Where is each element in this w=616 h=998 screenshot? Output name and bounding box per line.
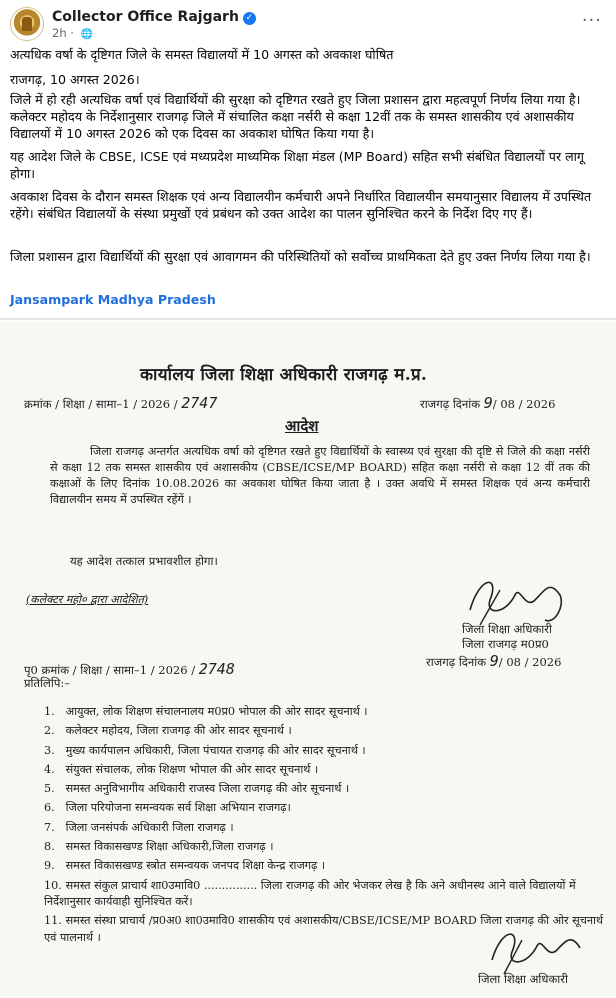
list-item-text: समस्त संकुल प्राचार्य शा0उमावि0 ............... जिला राजगढ़ की ओर भेजकर लेख है कि अने अधीनस्थ आने वाले विद्यालयों में निर्देशानुसार कार्यवाही सुनिश्चित करें। (44, 878, 576, 909)
post-paragraph-2: यह आदेश जिले के CBSE, ICSE एवं मध्यप्रदेश माध्यमिक शिक्षा मंडल (MP Board) सहित सभी संबंधित विद्यालयों पर लागू होगा। (10, 149, 585, 181)
effect-line: यह आदेश तत्काल प्रभावशील होगा। (70, 554, 218, 568)
list-item-number: 1. (44, 705, 55, 718)
post-paragraph-4: जिला प्रशासन द्वारा विद्यार्थियों की सुरक्षा एवं आवागमन की परिस्थितियों को सर्वोच्च प्राथमिकता देते हुए उक्त निर्णय लिया गया है। (10, 249, 591, 264)
globe-icon: 🌐 (80, 29, 94, 40)
more-options-icon[interactable]: ··· (581, 10, 602, 31)
copy-date-prefix: राजगढ़ दिनांक (426, 655, 487, 669)
copy-reference-handwritten-number: 2748 (198, 660, 235, 678)
copy-date-suffix: / 08 / 2026 (498, 655, 562, 669)
reference-handwritten-number: 2747 (181, 394, 218, 412)
copy-date (426, 652, 561, 670)
jansampark-link[interactable]: Jansampark Madhya Pradesh (10, 292, 216, 307)
list-item-number: 8. (44, 839, 55, 853)
order-document-image[interactable] (0, 322, 616, 998)
list-item-text: मुख्य कार्यपालन अधिकारी, जिला पंचायत राजगढ़ की ओर सादर सूचनार्थ । (65, 743, 366, 757)
list-item (44, 704, 604, 721)
page-name[interactable]: Collector Office Rajgarh (52, 9, 239, 25)
list-item-number: 7. (44, 820, 55, 834)
post-dateline: राजगढ़, 10 अगस्त 2026। (10, 72, 140, 87)
list-item-number: 2. (44, 724, 55, 738)
post-headline: अत्यधिक वर्षा के दृष्टिगत जिले के समस्त विद्यालयों में 10 अगस्त को अवकाश घोषित (10, 47, 394, 62)
office-title: कार्यालय जिला शिक्षा अधिकारी राजगढ़ म.प्र. (140, 365, 428, 385)
post-paragraph-1: जिले में हो रही अत्यधिक वर्षा एवं विद्यार्थियों की सुरक्षा को दृष्टिगत रखते हुए जिला प्रशासन द्वारा महत्वपूर्ण निर्णय लिया गया है। कलेक्टर महोदय के निर्देशानुसार राजगढ़ जिले में संचालित कक्षा नर्सरी से कक्षा 12वीं तक के समस्त शासकीय एवं अशासकीय विद्यालयों में 10 अगस्त 2026 को एक दिवस का अवकाश घोषित किया गया है। (10, 92, 581, 141)
copy-heading: प्रतिलिपि:– (24, 676, 70, 690)
list-item (44, 762, 604, 779)
list-item-text: जिला परियोजना समन्वयक सर्व शिक्षा अभियान राजगढ़। (65, 801, 291, 815)
officer-signature-2 (480, 922, 590, 977)
post-header: Collector Office Rajgarh ✓ 2h · 🌐 (10, 6, 256, 42)
reference-number (24, 394, 217, 412)
date-suffix: / 08 / 2026 (492, 397, 556, 411)
list-item-text: कलेक्टर महोदय, जिला राजगढ़ की ओर सादर सूचनार्थ । (65, 724, 292, 738)
list-item-number: 5. (44, 782, 55, 796)
list-item-number: 9. (44, 859, 55, 873)
officer-designation-1: जिला शिक्षा अधिकारी (462, 622, 552, 636)
list-item-text: समस्त संस्था प्राचार्य /प्र0अ0 शा0उमावि0 शासकीय एवं अशासकीय/CBSE/ICSE/MP BOARD जिला राजगढ़ की ओर सूचनार्थ एवं पालनार्थ । (44, 914, 604, 944)
officer-district-1: जिला राजगढ़ म0प्र0 (462, 637, 549, 651)
list-item-text: समस्त विकासखण्ड स्त्रोत समन्वयक जनपद शिक्षा केन्द्र राजगढ़ । (65, 859, 326, 873)
list-item (44, 878, 604, 911)
list-item (44, 800, 604, 817)
page-avatar[interactable] (10, 7, 44, 41)
list-item (44, 839, 604, 856)
reference-prefix: क्रमांक / शिक्षा / सामा–1 / 2026 / (24, 397, 178, 411)
post-divider (0, 318, 616, 320)
list-item (44, 743, 604, 760)
list-item-number: 3. (44, 743, 55, 757)
list-item-number: 4. (44, 762, 55, 776)
list-item-number: 11. (44, 914, 62, 928)
collector-directive: (कलेक्टर महो० द्वारा आदेशित) (26, 593, 149, 606)
post-time[interactable]: 2h (52, 26, 67, 40)
list-item-text: संयुक्त संचालक, लोक शिक्षण भोपाल की ओर सादर सूचनार्थ । (65, 762, 319, 776)
order-body: जिला राजगढ़ अन्तर्गत अत्यधिक वर्षा को दृष्टिगत रखते हुए विद्यार्थियों के स्वास्थ्य एवं सुरक्षा की दृष्टि से जिले की कक्षा नर्सरी से कक्षा 12 तक समस्त शासकीय एवं अशासकीय (CBSE/ICSE/MP BOARD) सहित कक्षा नर्सरी से कक्षा 12 वीं तक की कक्षाओं के लिए दिनांक 10.08.2026 का अवकाश घोषित किया जाता है । उक्त अवधि में समस्त शिक्षक एवं अन्य कर्मचारी विद्यालयीन समय में उपस्थित रहेंगें । (50, 445, 590, 506)
verified-badge-icon: ✓ (243, 12, 256, 25)
list-item (44, 820, 604, 837)
facebook-post (0, 0, 616, 320)
copy-reference-prefix: पृ0 क्रमांक / शिक्षा / सामा–1 / 2026 / (24, 663, 196, 677)
list-item (44, 858, 604, 875)
date-prefix: राजगढ़ दिनांक (420, 397, 481, 411)
copy-recipient-list (44, 704, 604, 949)
list-item-text: समस्त अनुविभागीय अधिकारी राजस्व जिला राजगढ़ की ओर सूचनार्थ । (65, 782, 350, 796)
list-item (44, 723, 604, 740)
order-heading: आदेश (285, 417, 319, 435)
officer-signature-1 (460, 570, 580, 630)
list-item-text: जिला जनसंपर्क अधिकारी जिला राजगढ़ । (65, 820, 234, 834)
list-item-number: 6. (44, 801, 55, 815)
officer-designation-2: जिला शिक्षा अधिकारी (478, 972, 568, 986)
list-item-text: आयुक्त, लोक शिक्षण संचालनालय म0प्र0 भोपाल की ओर सादर सूचनार्थ । (65, 705, 368, 718)
list-item (44, 781, 604, 798)
list-item-text: समस्त विकासखण्ड शिक्षा अधिकारी,जिला राजगढ़ । (65, 839, 274, 853)
date-day-handwritten: 9 (483, 394, 493, 412)
order-date (420, 394, 555, 412)
list-item-number: 10. (44, 878, 62, 892)
post-paragraph-3: अवकाश दिवस के दौरान समस्त शिक्षक एवं अन्य विद्यालयीन कर्मचारी अपने निर्धारित विद्यालयीन समयानुसार विद्यालय में उपस्थित रहेंगे। संबंधित विद्यालयों के संस्था प्रमुखों एवं प्रबंधन को उक्त आदेश का पालन सुनिश्चित करने के निर्देश दिए गए हैं। (10, 189, 592, 221)
copy-date-day-handwritten: 9 (489, 652, 499, 670)
